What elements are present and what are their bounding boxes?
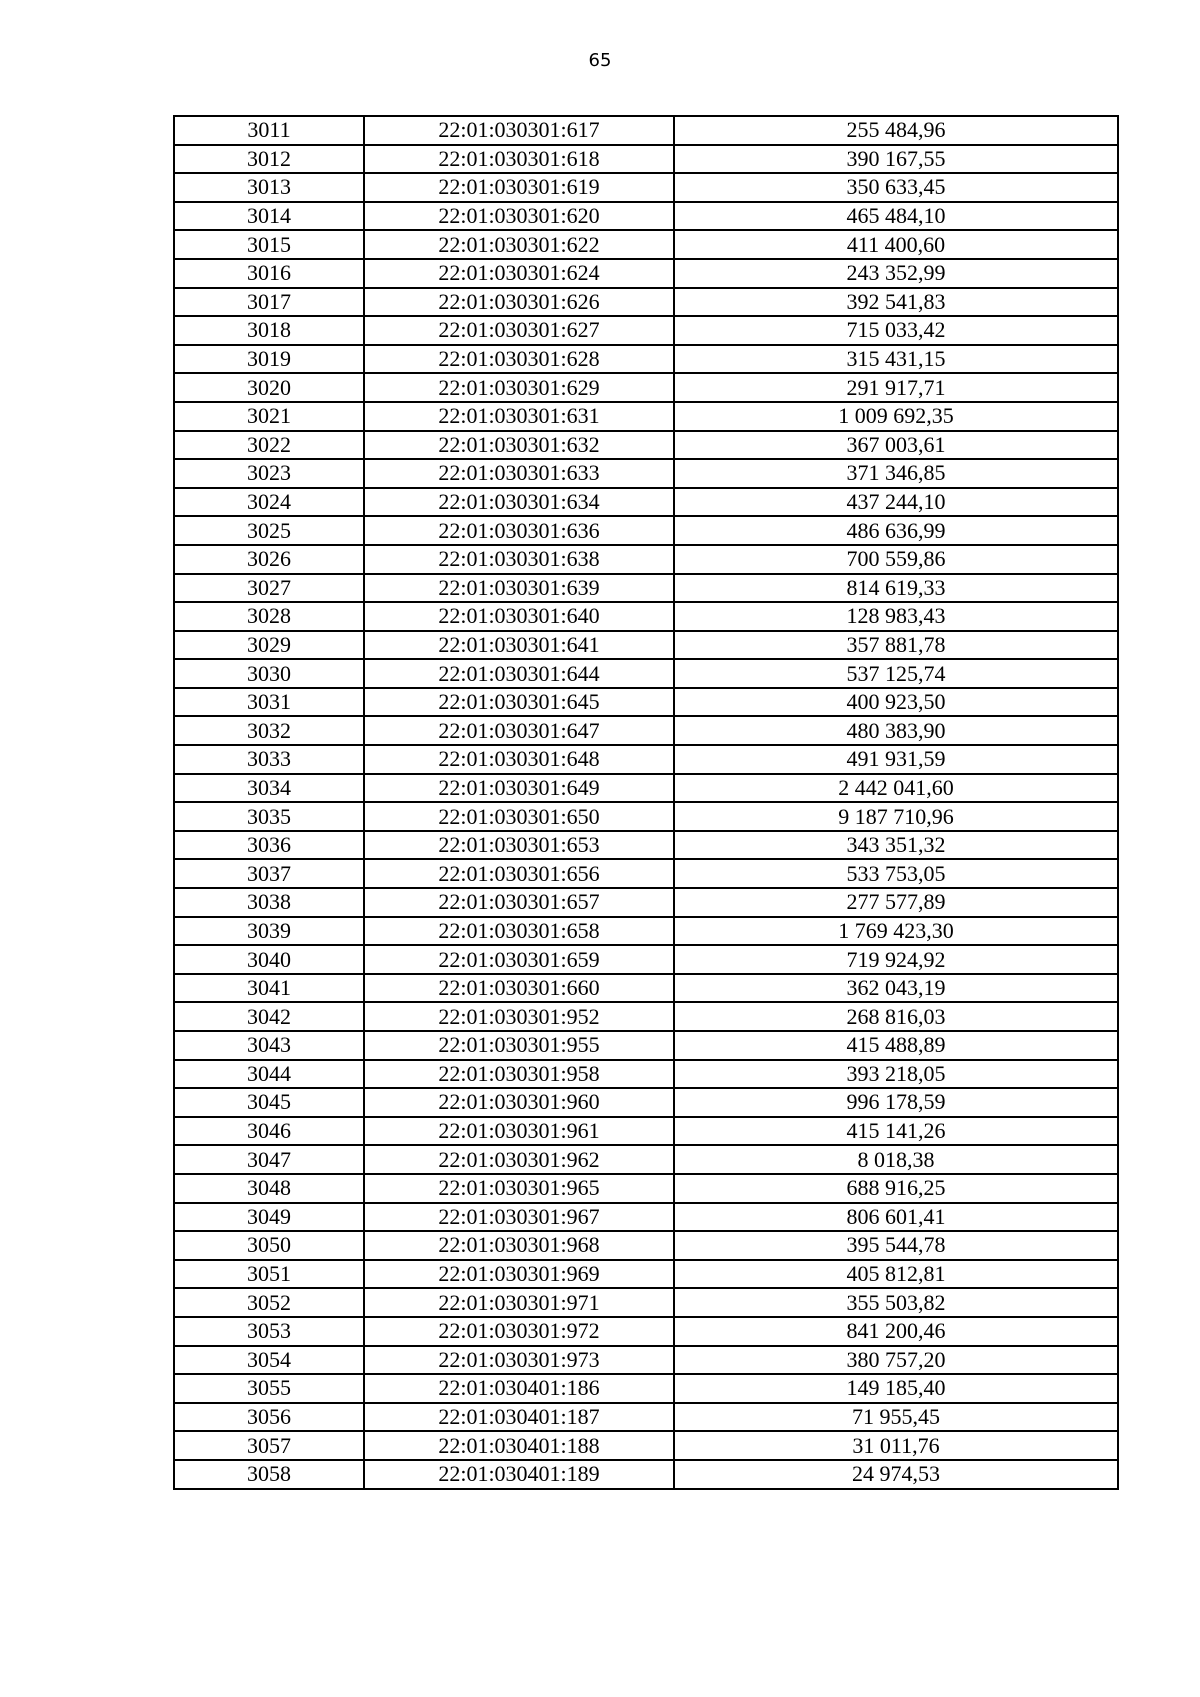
- value-cell: 486 636,99: [674, 516, 1118, 545]
- table-row: [174, 659, 1118, 688]
- table-row: [174, 945, 1118, 974]
- row-number-cell: 3024: [174, 488, 364, 517]
- value-cell: 411 400,60: [674, 230, 1118, 259]
- table-row: [174, 316, 1118, 345]
- value-cell: 362 043,19: [674, 974, 1118, 1003]
- table-row: [174, 259, 1118, 288]
- cadastral-number-cell: 22:01:030301:640: [364, 602, 674, 631]
- table-row: [174, 1431, 1118, 1460]
- table-row: [174, 459, 1118, 488]
- value-cell: 355 503,82: [674, 1288, 1118, 1317]
- table-row: [174, 1174, 1118, 1203]
- value-cell: 2 442 041,60: [674, 774, 1118, 803]
- cadastral-number-cell: 22:01:030301:619: [364, 173, 674, 202]
- table-row: [174, 1374, 1118, 1403]
- cadastral-number-cell: 22:01:030301:958: [364, 1060, 674, 1089]
- cadastral-number-cell: 22:01:030301:967: [364, 1203, 674, 1232]
- value-cell: 1 009 692,35: [674, 402, 1118, 431]
- table-row: [174, 1403, 1118, 1432]
- cadastral-number-cell: 22:01:030301:969: [364, 1260, 674, 1289]
- cadastral-number-cell: 22:01:030301:968: [364, 1231, 674, 1260]
- row-number-cell: 3057: [174, 1431, 364, 1460]
- table-row: [174, 230, 1118, 259]
- table-row: [174, 602, 1118, 631]
- row-number-cell: 3017: [174, 288, 364, 317]
- value-cell: 357 881,78: [674, 631, 1118, 660]
- value-cell: 806 601,41: [674, 1203, 1118, 1232]
- value-cell: 350 633,45: [674, 173, 1118, 202]
- row-number-cell: 3036: [174, 831, 364, 860]
- value-cell: 533 753,05: [674, 859, 1118, 888]
- table-row: [174, 745, 1118, 774]
- value-cell: 315 431,15: [674, 345, 1118, 374]
- row-number-cell: 3045: [174, 1088, 364, 1117]
- row-number-cell: 3049: [174, 1203, 364, 1232]
- row-number-cell: 3019: [174, 345, 364, 374]
- row-number-cell: 3034: [174, 774, 364, 803]
- cadastral-number-cell: 22:01:030301:628: [364, 345, 674, 374]
- value-cell: 393 218,05: [674, 1060, 1118, 1089]
- row-number-cell: 3033: [174, 745, 364, 774]
- value-cell: 128 983,43: [674, 602, 1118, 631]
- row-number-cell: 3022: [174, 431, 364, 460]
- table-row: [174, 917, 1118, 946]
- table-row: [174, 802, 1118, 831]
- cadastral-number-cell: 22:01:030301:633: [364, 459, 674, 488]
- row-number-cell: 3050: [174, 1231, 364, 1260]
- table-row: [174, 1260, 1118, 1289]
- cadastral-number-cell: 22:01:030301:645: [364, 688, 674, 717]
- cadastral-number-cell: 22:01:030301:660: [364, 974, 674, 1003]
- value-cell: 415 488,89: [674, 1031, 1118, 1060]
- value-cell: 291 917,71: [674, 373, 1118, 402]
- value-cell: 367 003,61: [674, 431, 1118, 460]
- registry-table: [173, 115, 1119, 1490]
- value-cell: 814 619,33: [674, 574, 1118, 603]
- value-cell: 380 757,20: [674, 1346, 1118, 1375]
- row-number-cell: 3011: [174, 116, 364, 145]
- value-cell: 255 484,96: [674, 116, 1118, 145]
- table-row: [174, 1460, 1118, 1489]
- row-number-cell: 3025: [174, 516, 364, 545]
- row-number-cell: 3041: [174, 974, 364, 1003]
- value-cell: 9 187 710,96: [674, 802, 1118, 831]
- cadastral-number-cell: 22:01:030301:656: [364, 859, 674, 888]
- row-number-cell: 3028: [174, 602, 364, 631]
- row-number-cell: 3023: [174, 459, 364, 488]
- value-cell: 405 812,81: [674, 1260, 1118, 1289]
- cadastral-number-cell: 22:01:030301:639: [364, 574, 674, 603]
- table-row: [174, 1288, 1118, 1317]
- cadastral-number-cell: 22:01:030301:650: [364, 802, 674, 831]
- table-row: [174, 202, 1118, 231]
- row-number-cell: 3013: [174, 173, 364, 202]
- row-number-cell: 3048: [174, 1174, 364, 1203]
- table-body: [174, 116, 1118, 1489]
- table-row: [174, 488, 1118, 517]
- value-cell: 24 974,53: [674, 1460, 1118, 1489]
- value-cell: 400 923,50: [674, 688, 1118, 717]
- row-number-cell: 3037: [174, 859, 364, 888]
- row-number-cell: 3014: [174, 202, 364, 231]
- row-number-cell: 3039: [174, 917, 364, 946]
- table-row: [174, 516, 1118, 545]
- row-number-cell: 3031: [174, 688, 364, 717]
- cadastral-number-cell: 22:01:030301:955: [364, 1031, 674, 1060]
- value-cell: 343 351,32: [674, 831, 1118, 860]
- value-cell: 415 141,26: [674, 1117, 1118, 1146]
- table-row: [174, 145, 1118, 174]
- table-row: [174, 1346, 1118, 1375]
- table-row: [174, 831, 1118, 860]
- value-cell: 491 931,59: [674, 745, 1118, 774]
- table-row: [174, 1117, 1118, 1146]
- cadastral-number-cell: 22:01:030301:973: [364, 1346, 674, 1375]
- row-number-cell: 3026: [174, 545, 364, 574]
- row-number-cell: 3042: [174, 1002, 364, 1031]
- row-number-cell: 3053: [174, 1317, 364, 1346]
- cadastral-number-cell: 22:01:030301:653: [364, 831, 674, 860]
- cadastral-number-cell: 22:01:030301:627: [364, 316, 674, 345]
- cadastral-number-cell: 22:01:030301:629: [364, 373, 674, 402]
- row-number-cell: 3040: [174, 945, 364, 974]
- row-number-cell: 3052: [174, 1288, 364, 1317]
- table-row: [174, 574, 1118, 603]
- table-row: [174, 1031, 1118, 1060]
- table-row: [174, 373, 1118, 402]
- row-number-cell: 3027: [174, 574, 364, 603]
- cadastral-number-cell: 22:01:030301:972: [364, 1317, 674, 1346]
- value-cell: 390 167,55: [674, 145, 1118, 174]
- value-cell: 71 955,45: [674, 1403, 1118, 1432]
- cadastral-number-cell: 22:01:030301:965: [364, 1174, 674, 1203]
- cadastral-number-cell: 22:01:030301:638: [364, 545, 674, 574]
- value-cell: 715 033,42: [674, 316, 1118, 345]
- cadastral-number-cell: 22:01:030301:647: [364, 716, 674, 745]
- cadastral-number-cell: 22:01:030301:658: [364, 917, 674, 946]
- table-row: [174, 1317, 1118, 1346]
- row-number-cell: 3020: [174, 373, 364, 402]
- row-number-cell: 3047: [174, 1145, 364, 1174]
- table-row: [174, 1002, 1118, 1031]
- value-cell: 149 185,40: [674, 1374, 1118, 1403]
- value-cell: 268 816,03: [674, 1002, 1118, 1031]
- row-number-cell: 3046: [174, 1117, 364, 1146]
- value-cell: 392 541,83: [674, 288, 1118, 317]
- value-cell: 480 383,90: [674, 716, 1118, 745]
- value-cell: 277 577,89: [674, 888, 1118, 917]
- cadastral-number-cell: 22:01:030301:644: [364, 659, 674, 688]
- cadastral-number-cell: 22:01:030301:636: [364, 516, 674, 545]
- table-row: [174, 888, 1118, 917]
- cadastral-number-cell: 22:01:030401:189: [364, 1460, 674, 1489]
- cadastral-number-cell: 22:01:030301:634: [364, 488, 674, 517]
- row-number-cell: 3055: [174, 1374, 364, 1403]
- table-row: [174, 859, 1118, 888]
- row-number-cell: 3018: [174, 316, 364, 345]
- table-row: [174, 1060, 1118, 1089]
- value-cell: 841 200,46: [674, 1317, 1118, 1346]
- value-cell: 437 244,10: [674, 488, 1118, 517]
- cadastral-number-cell: 22:01:030401:187: [364, 1403, 674, 1432]
- cadastral-number-cell: 22:01:030301:649: [364, 774, 674, 803]
- value-cell: 700 559,86: [674, 545, 1118, 574]
- cadastral-number-cell: 22:01:030301:641: [364, 631, 674, 660]
- value-cell: 537 125,74: [674, 659, 1118, 688]
- row-number-cell: 3016: [174, 259, 364, 288]
- table-row: [174, 288, 1118, 317]
- table-row: [174, 116, 1118, 145]
- value-cell: 371 346,85: [674, 459, 1118, 488]
- cadastral-number-cell: 22:01:030301:620: [364, 202, 674, 231]
- cadastral-number-cell: 22:01:030301:960: [364, 1088, 674, 1117]
- value-cell: 31 011,76: [674, 1431, 1118, 1460]
- row-number-cell: 3035: [174, 802, 364, 831]
- cadastral-number-cell: 22:01:030301:617: [364, 116, 674, 145]
- cadastral-number-cell: 22:01:030301:659: [364, 945, 674, 974]
- value-cell: 465 484,10: [674, 202, 1118, 231]
- row-number-cell: 3029: [174, 631, 364, 660]
- row-number-cell: 3054: [174, 1346, 364, 1375]
- row-number-cell: 3044: [174, 1060, 364, 1089]
- cadastral-number-cell: 22:01:030301:962: [364, 1145, 674, 1174]
- cadastral-number-cell: 22:01:030301:618: [364, 145, 674, 174]
- row-number-cell: 3015: [174, 230, 364, 259]
- table-row: [174, 1088, 1118, 1117]
- cadastral-number-cell: 22:01:030301:622: [364, 230, 674, 259]
- table-row: [174, 631, 1118, 660]
- table-row: [174, 716, 1118, 745]
- table-row: [174, 688, 1118, 717]
- value-cell: 719 924,92: [674, 945, 1118, 974]
- cadastral-number-cell: 22:01:030301:632: [364, 431, 674, 460]
- cadastral-number-cell: 22:01:030401:186: [364, 1374, 674, 1403]
- row-number-cell: 3058: [174, 1460, 364, 1489]
- value-cell: 688 916,25: [674, 1174, 1118, 1203]
- cadastral-number-cell: 22:01:030301:971: [364, 1288, 674, 1317]
- row-number-cell: 3051: [174, 1260, 364, 1289]
- cadastral-number-cell: 22:01:030301:657: [364, 888, 674, 917]
- table-row: [174, 974, 1118, 1003]
- row-number-cell: 3043: [174, 1031, 364, 1060]
- table-row: [174, 545, 1118, 574]
- value-cell: 243 352,99: [674, 259, 1118, 288]
- value-cell: 996 178,59: [674, 1088, 1118, 1117]
- page-number: 65: [588, 50, 612, 71]
- table-row: [174, 431, 1118, 460]
- value-cell: 8 018,38: [674, 1145, 1118, 1174]
- row-number-cell: 3032: [174, 716, 364, 745]
- value-cell: 1 769 423,30: [674, 917, 1118, 946]
- row-number-cell: 3038: [174, 888, 364, 917]
- cadastral-number-cell: 22:01:030401:188: [364, 1431, 674, 1460]
- table-row: [174, 402, 1118, 431]
- row-number-cell: 3030: [174, 659, 364, 688]
- table-row: [174, 173, 1118, 202]
- table-row: [174, 345, 1118, 374]
- table-row: [174, 774, 1118, 803]
- cadastral-number-cell: 22:01:030301:624: [364, 259, 674, 288]
- row-number-cell: 3021: [174, 402, 364, 431]
- value-cell: 395 544,78: [674, 1231, 1118, 1260]
- row-number-cell: 3056: [174, 1403, 364, 1432]
- cadastral-number-cell: 22:01:030301:952: [364, 1002, 674, 1031]
- cadastral-number-cell: 22:01:030301:648: [364, 745, 674, 774]
- cadastral-number-cell: 22:01:030301:631: [364, 402, 674, 431]
- table-row: [174, 1145, 1118, 1174]
- table-row: [174, 1203, 1118, 1232]
- row-number-cell: 3012: [174, 145, 364, 174]
- cadastral-number-cell: 22:01:030301:961: [364, 1117, 674, 1146]
- table-row: [174, 1231, 1118, 1260]
- cadastral-number-cell: 22:01:030301:626: [364, 288, 674, 317]
